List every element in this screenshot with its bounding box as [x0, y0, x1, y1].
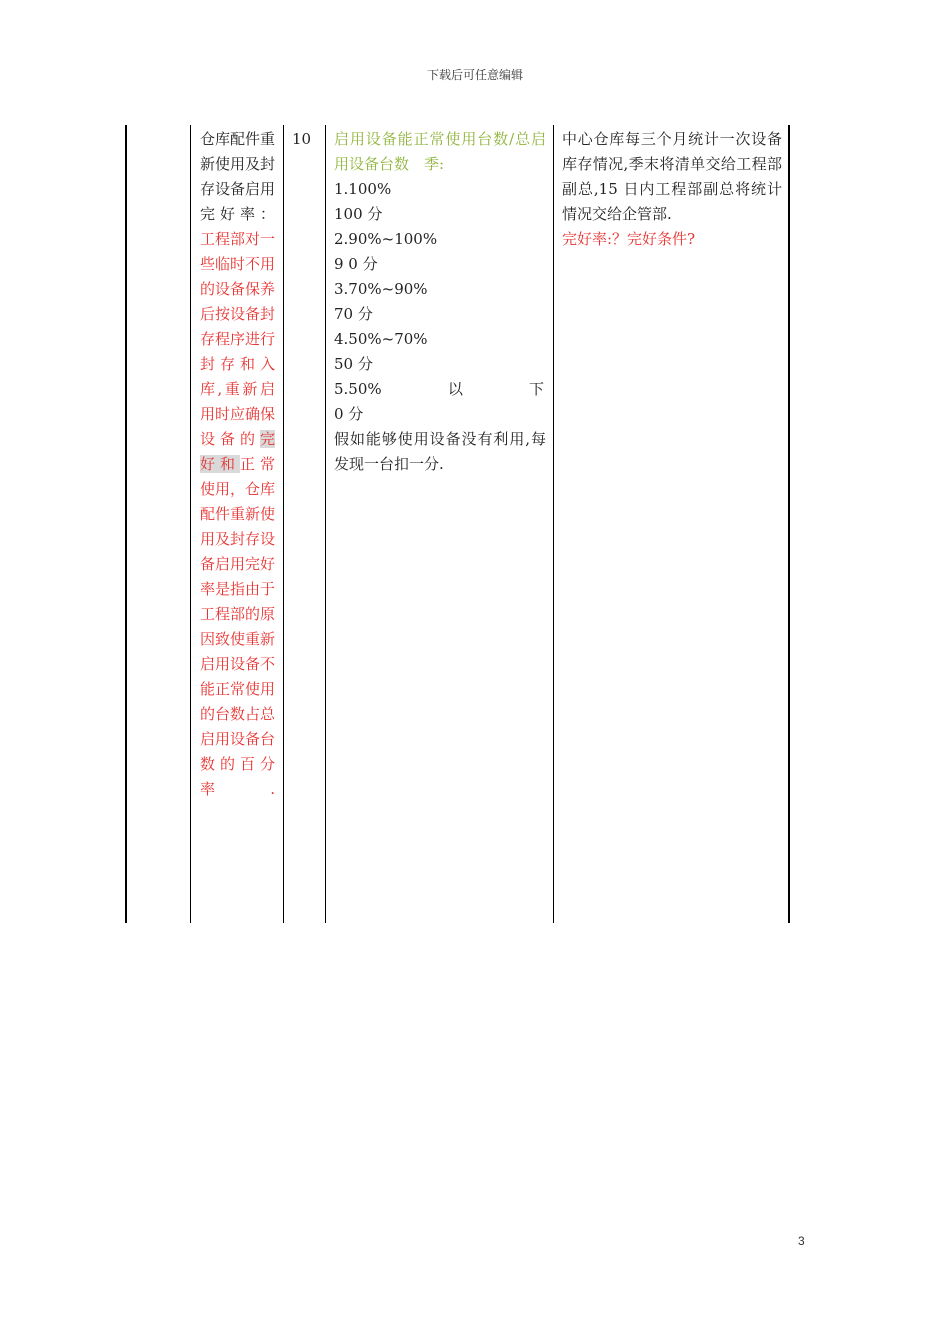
standard-line: 4.50%~70%: [334, 330, 428, 348]
formula-text: 启用设备能正常使用台数/总启用设备台数 季:: [334, 130, 546, 173]
table-divider-3: [325, 125, 326, 923]
standard-line-part: 5.50%: [334, 380, 382, 398]
standard-line: 1.100%: [334, 180, 392, 198]
indicator-name: 仓库配件重新使用及封存设备启用完好率：: [200, 130, 276, 223]
indicator-definition-part-2: 正常使用，仓库配件重新使用及封存设备启用完好率是指由于工程部的原因致使重新启用设备不能正常使用的台数占总启用设备台数的百分率.: [200, 455, 276, 798]
page-header: 下载后可任意编辑: [426, 68, 523, 82]
standard-line: 0 分: [334, 405, 364, 423]
statistics-method-cell: [562, 127, 782, 252]
page-number: 3: [798, 1234, 805, 1248]
standard-line: 9 0 分: [334, 255, 378, 273]
standard-line-part: 下: [528, 380, 544, 398]
score-cell: 10: [292, 130, 312, 148]
standard-line: 100 分: [334, 205, 383, 223]
table-divider-4: [553, 125, 554, 923]
table-divider-1: [190, 125, 191, 923]
standard-line-part: 以: [447, 380, 463, 398]
standard-note: 假如能够使用设备没有利用,每发现一台扣一分.: [334, 430, 546, 473]
table-border-right: [788, 125, 790, 923]
method-red-note: 完好率:？完好条件?: [562, 230, 696, 248]
indicator-description-cell: [200, 127, 275, 802]
standard-line: 2.90%~100%: [334, 230, 438, 248]
standard-line: 3.70%~90%: [334, 280, 428, 298]
scoring-standard-cell: [334, 127, 546, 477]
table-divider-2: [283, 125, 284, 923]
method-text: 中心仓库每三个月统计一次设备库存情况,季末将清单交给工程部副总,15 日内工程部副总将统计情况交给企管部.: [562, 130, 782, 223]
indicator-definition-highlight: 完好和: [200, 430, 275, 473]
table-border-left: [125, 125, 127, 923]
standard-line: 50 分: [334, 355, 373, 373]
standard-line-spread: [334, 377, 544, 402]
standard-line: 70 分: [334, 305, 373, 323]
indicator-definition-part-1: 工程部对一些临时不用的设备保养后按设备封存程序进行封存和入库,重新启用时应确保设备的: [200, 230, 276, 448]
